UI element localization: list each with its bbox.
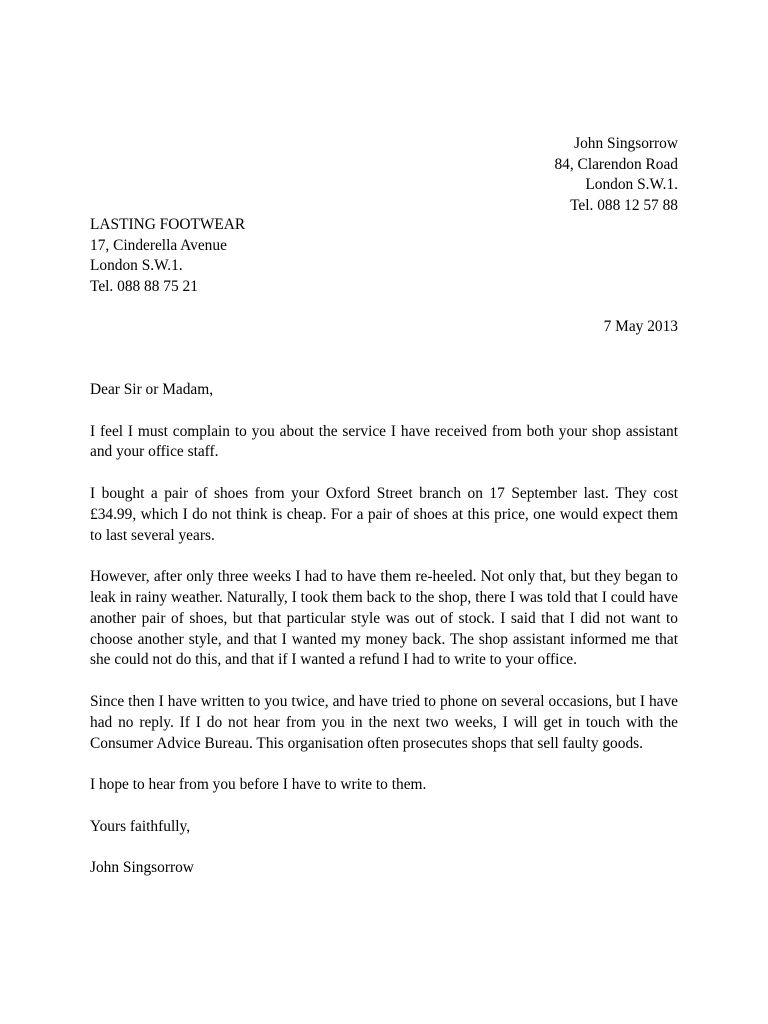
paragraph-no-reply-warning: Since then I have written to you twice, and have tried to phone on several occasions, but I have had no reply. If I do not hear from you in the next two weeks, I will get in touch with the Consumer Advice Bureau. This organisation often prosecutes shops that sell faulty goods. [90,692,678,752]
letter-body [90,380,678,900]
sender-name: John Singsorrow [574,135,678,152]
salutation: Dear Sir or Madam, [90,381,214,398]
paragraph-complaint-intro: I feel I must complain to you about the service I have received from both your shop assistant and your office staff. [90,422,678,461]
letter-date: 7 May 2013 [603,318,678,335]
paragraph-defect-and-refusal: However, after only three weeks I had to have them re-heeled. Not only that, but they began to leak in rainy weather. Naturally, I took them back to the shop, there I was told that I could have another pair of shoes, but that particular style was out of stock. I said that I did not want to choose another style, and that I wanted my money back. The shop assistant informed me that she could not do this, and that if I wanted a refund I had to write to your office. [90,568,678,669]
closing: Yours faithfully, [90,817,191,835]
paragraph-hope-to-hear: I hope to hear from you before I have to write to them. [90,776,427,794]
recipient-telephone: Tel. 088 88 75 21 [90,277,198,295]
paragraph-purchase-details: I bought a pair of shoes from your Oxford Street branch on 17 September last. They cost £34.99, which I do not think is cheap. For a pair of shoes at this price, one would expect them to last several years. [90,484,678,544]
sender-city: London S.W.1. [585,176,678,193]
signature-name: John Singsorrow [90,859,194,877]
recipient-company: LASTING FOOTWEAR [90,216,246,233]
sender-telephone: Tel. 088 12 57 88 [570,196,678,214]
recipient-city: London S.W.1. [90,257,183,274]
sender-address-block [554,134,678,216]
recipient-address-block [90,215,245,297]
recipient-street: 17, Cinderella Avenue [90,236,227,254]
sender-street: 84, Clarendon Road [554,155,678,173]
